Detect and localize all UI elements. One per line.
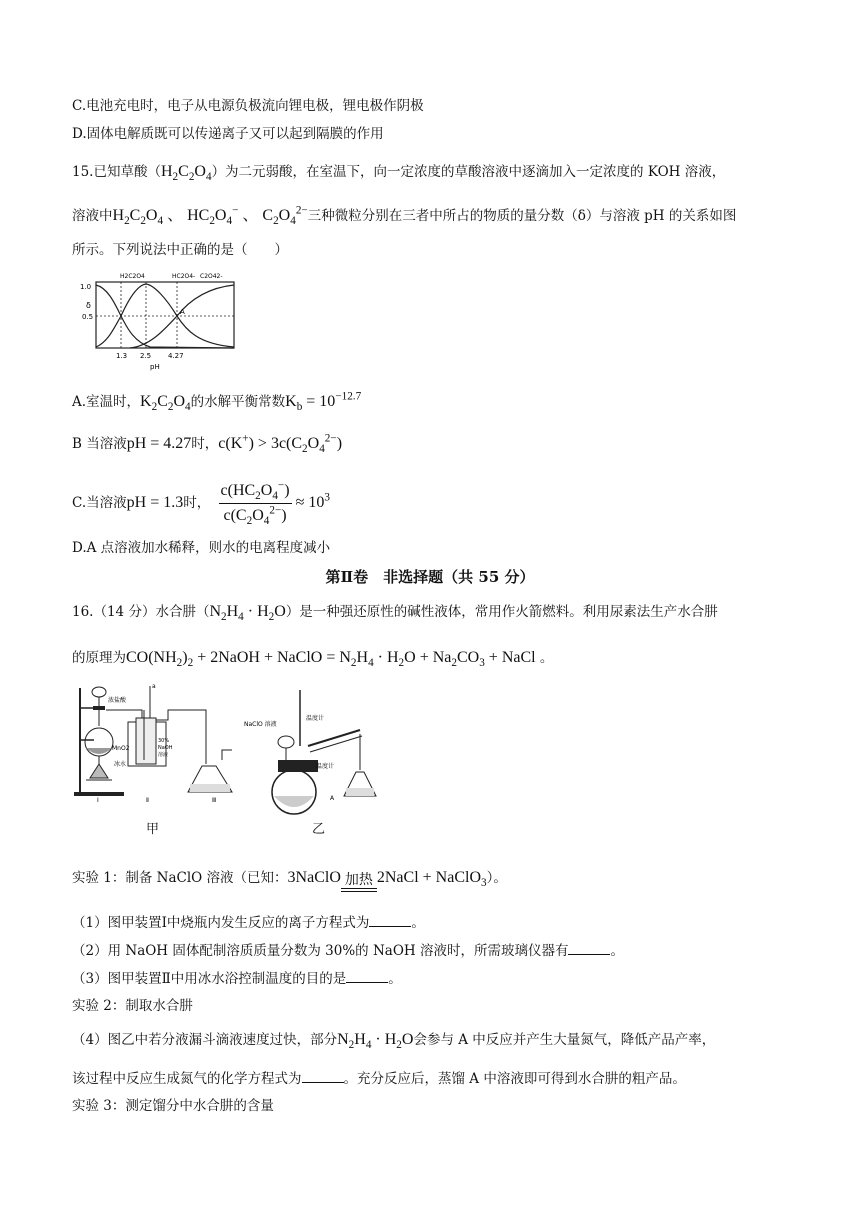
section-title: 第Ⅱ卷 非选择题（共 55 分） [325, 568, 535, 586]
x-tick-4.27: 4.27 [168, 352, 184, 360]
distribution-chart [80, 268, 240, 372]
label-naoh-sol: 溶液 [158, 752, 169, 758]
label-flask-a: A [330, 795, 335, 802]
question-4-line2: 该过程中反应生成氮气的化学方程式为 。充分反应后，蒸馏 A 中溶液即可得到水合肼的粗产品。 [72, 1068, 686, 1089]
label-ice-water: 冰水 [114, 761, 127, 768]
label-a: a [152, 683, 156, 690]
answer-blank-3[interactable] [346, 968, 388, 983]
y-tick-1: 1.0 [80, 283, 92, 291]
question-2: （2）用 NaOH 固体配制溶质质量分数为 30%的 NaOH 溶液时，所需玻璃仪器有 。 [72, 940, 624, 961]
series-label-h2c2o4: H2C2O4 [120, 273, 145, 280]
apparatus-yi [244, 686, 390, 810]
question-4-line1: （4）图乙中若分液漏斗滴液速度过快，部分$N_2H_4 \cdot H_2O$会参与 A 中反应并产生大量氮气，降低产品产率， [72, 1031, 716, 1052]
curve-hc2o4 [96, 284, 234, 347]
option-c-q15: C.当溶液pH = 1.3时， $\frac{c(HC_2O_4^-)}{c(C_2O_4^{2-})}$ ≈ $10^3$ [72, 479, 330, 528]
exp3-heading: 实验 3：测定馏分中水合肼的含量 [72, 1098, 274, 1114]
curve-h2c2o4 [96, 285, 234, 348]
apparatus-jia [72, 680, 244, 804]
q15-line3: 所示。下列说法中正确的是（ ） [72, 242, 288, 258]
x-tick-1.3: 1.3 [116, 352, 128, 360]
answer-blank-2[interactable] [568, 940, 610, 955]
label-thermometer-2: 温度计 [316, 763, 335, 770]
roman-3: Ⅲ [212, 797, 217, 804]
option-c-q14: C.电池充电时，电子从电源负极流向锂电极，锂电极作阴极 [72, 98, 424, 114]
label-heat: 加热 [344, 872, 373, 888]
label-thermometer-1: 温度计 [306, 715, 325, 722]
answer-blank-4[interactable] [302, 1068, 344, 1083]
roman-1: Ⅰ [97, 797, 99, 804]
series-label-hc2o4: HC2O4- [172, 273, 196, 280]
label-conc-hcl: 浓盐酸 [108, 697, 127, 704]
q15-line2: 溶液中$H_2C_2O_4$ 、 $HC_2O_4^-$ 、 $C_2O_4^{2-}$三种微粒分别在三者中所占的物质的量分数（δ）与溶液 pH 的关系如图 [72, 204, 737, 228]
exp1-line: 实验 1：制备 NaClO 溶液（已知：3NaClO 加热 2NaCl + NaClO$_3$）。 [72, 860, 507, 896]
roman-2: Ⅱ [146, 797, 149, 804]
option-a-q15: A.室温时，$K_2C_2O_4$的水解平衡常数$K_b = 10^{-12.7}$ [72, 390, 362, 414]
q16-line1: 16.（14 分）水合肼$(N_2H_4 \cdot H_2O)$是一种强还原性的碱性液体，常用作火箭燃料。利用尿素法生产水合肼 [72, 603, 718, 624]
label-naclo-solution: NaClO 溶液 [244, 721, 277, 728]
question-1: （1）图甲装置Ⅰ中烧瓶内发生反应的离子方程式为 。 [72, 912, 425, 933]
x-axis-label: pH [150, 363, 160, 371]
label-naoh-pct: 30% [158, 738, 170, 744]
q16-line2: 的原理为$CO(NH_2)_2$ + 2NaOH + NaClO = $N_2H_4 \cdot H_2O + Na_2CO_3$ + NaCl 。 [72, 649, 554, 670]
y-tick-0.5: 0.5 [82, 313, 94, 321]
question-3: （3）图甲装置Ⅱ中用冰水浴控制温度的目的是 。 [72, 968, 402, 989]
option-d-q15: D.A 点溶液加水稀释，则水的电离程度减小 [72, 540, 331, 556]
exp2-heading: 实验 2：制取水合肼 [72, 998, 193, 1014]
x-tick-2.5: 2.5 [140, 352, 152, 360]
y-axis-label: δ [86, 301, 91, 310]
option-d-q14: D.固体电解质既可以传递离子又可以起到隔膜的作用 [72, 126, 384, 142]
caption-yi: 乙 [312, 822, 326, 837]
point-a-label: A [180, 308, 185, 316]
caption-jia: 甲 [146, 822, 160, 837]
series-label-c2o4: C2O42- [200, 273, 223, 280]
label-naoh: NaOH [158, 745, 173, 751]
label-mno2: MnO2 [112, 745, 130, 752]
option-b-q15: B 当溶液pH = 4.27时，$c(K^+) > 3c(C_2O_4^{2-})$ [72, 432, 343, 456]
q15-line1: 15.已知草酸$(H_2C_2O_4)$为二元弱酸，在室温下，向一定浓度的草酸溶液中逐滴加入一定浓度的 KOH 溶液， [72, 163, 726, 184]
answer-blank-1[interactable] [369, 912, 411, 927]
